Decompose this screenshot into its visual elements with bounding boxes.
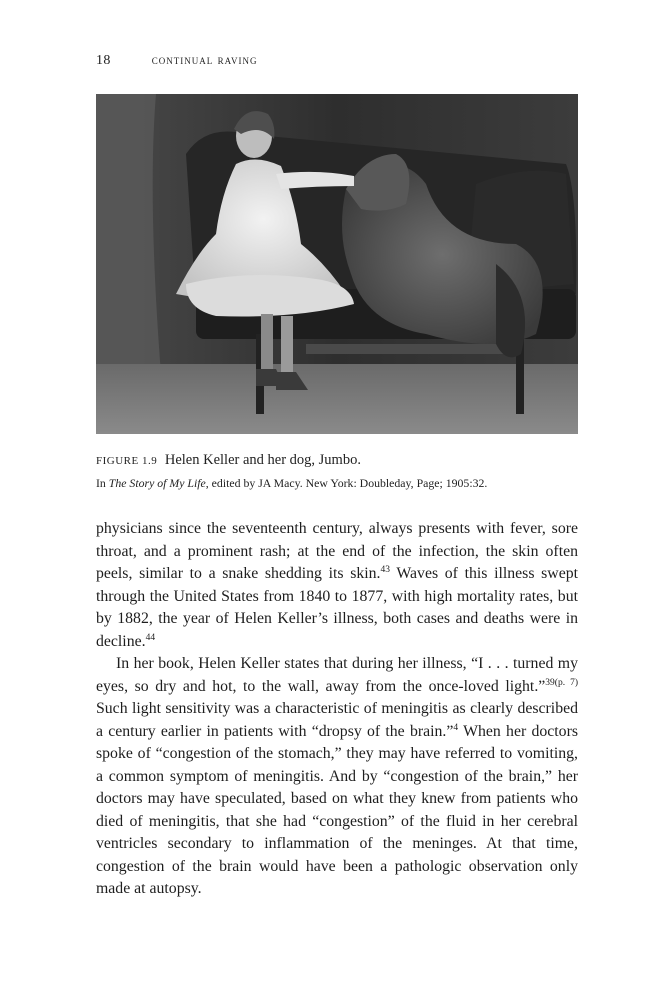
citation-44: 44 [145, 632, 156, 643]
citation-43: 43 [380, 565, 390, 575]
photo-illustration [96, 94, 578, 434]
figure-title: Helen Keller and her dog, Jumbo. [164, 452, 361, 468]
running-header [96, 52, 576, 69]
citation-4: 4 [453, 722, 459, 733]
paragraph-2-text-2: Such light sensitivity was a characteristic of meningitis as clearly described a century earlier in patients with “dropsy of the brain.” [96, 700, 578, 740]
figure-label: FIGURE 1.9 [96, 455, 158, 467]
caption-source-line [96, 473, 578, 493]
body-text [96, 518, 578, 901]
source-details: , edited by JA Macy. New York: Doubleday, Page; 1905:32. [205, 476, 488, 490]
paragraph-1-text-2: Waves of this illness swept through the United States from 1840 to 1877, with high mortality rates, but by 1882, the year of Helen Keller’s illness, both cases and deaths were in decline. [96, 565, 578, 650]
page-number: 18 [96, 53, 111, 68]
figure-caption [96, 450, 578, 493]
running-title: continual raving [151, 52, 258, 67]
caption-title-line [96, 450, 578, 471]
source-prefix: In [96, 476, 109, 490]
paragraph-2-text: In her book, Helen Keller states that during her illness, “I . . . turned my eyes, so dry and hot, to the wall, away from the once-loved light.” [96, 655, 578, 695]
paragraph-1-text: physicians since the seventeenth century, always presents with fever, sore throat, and a prominent rash; at the end of the infection, the skin often peels, similar to a snake shedding its skin. [96, 520, 578, 582]
paragraph-1 [96, 518, 578, 653]
figure-photo [96, 94, 578, 434]
paragraph-2-text-3: When her doctors spoke of “congestion of the stomach,” they may have referred to vomiting, a common symptom of meningitis. And by “congestion of the brain,” her doctors may have speculated, based on what they knew from patients who died of meningitis, that she had “congestion” of the fluid in her cerebral ventricles secondary to inflammation of the meninges. At that time, congestion of the brain would have been a pathologic observation only made at autopsy. [96, 722, 578, 897]
citation-39: 39(p. 7) [545, 677, 578, 688]
paragraph-2 [96, 653, 578, 901]
source-book-title: The Story of My Life [108, 476, 206, 490]
